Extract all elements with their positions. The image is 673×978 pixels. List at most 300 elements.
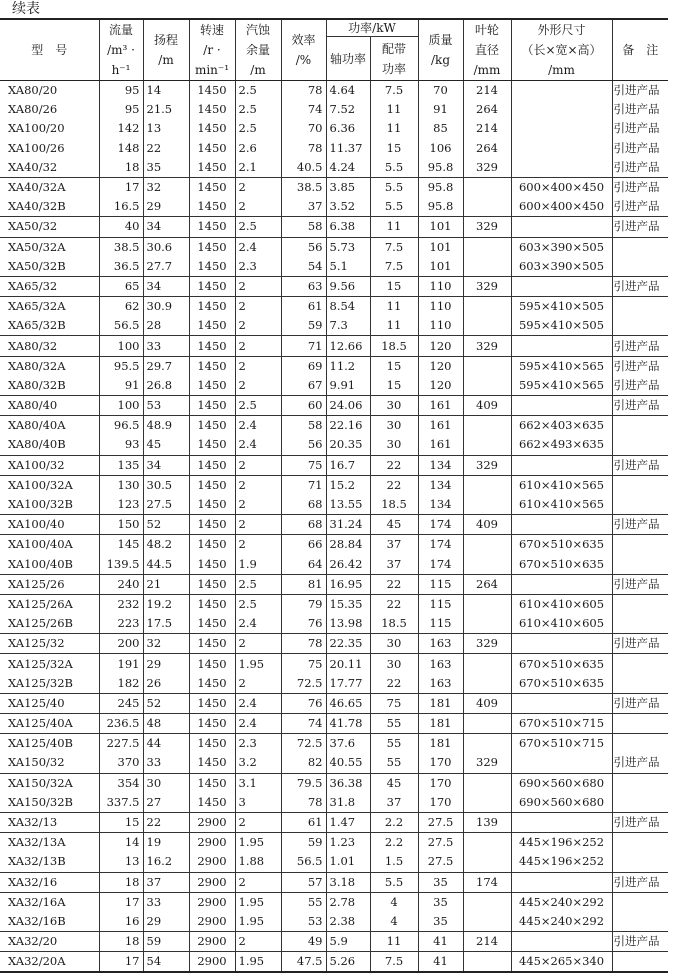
cell-model: XA100/40B — [8, 556, 73, 571]
cell-model: XA100/32B — [8, 497, 73, 512]
cell-model: XA125/40B — [0, 734, 99, 754]
cell-impeller — [463, 197, 511, 217]
cell-remark — [612, 674, 668, 694]
cell-motor-power: 7.5 — [370, 952, 418, 973]
cell-remark: 引进产品 — [612, 574, 668, 594]
cell-speed: 2900 — [189, 872, 235, 892]
cell-head: 34 — [143, 455, 189, 475]
cell-flow: 142 — [99, 119, 143, 138]
cell-speed: 2900 — [189, 892, 235, 912]
cell-remark — [612, 237, 668, 257]
cell-speed: 1450 — [189, 475, 235, 495]
cell-motor-power: 7.5 — [370, 237, 418, 257]
cell-speed: 2900 — [189, 833, 235, 853]
table-row — [0, 952, 668, 973]
cell-npsh: 2 — [235, 376, 281, 396]
cell-impeller — [463, 356, 511, 376]
cell-shaft-power: 13.98 — [326, 614, 370, 634]
cell-motor-power: 30 — [370, 416, 418, 436]
cell-flow: 65 — [99, 276, 143, 296]
cell-flow: 18 — [99, 158, 143, 178]
cell-dimensions: 595×410×565 — [511, 356, 612, 376]
cell-motor-power: 30 — [370, 396, 418, 416]
cell-mass: 181 — [418, 734, 463, 754]
cell-npsh: 2.5 — [235, 217, 281, 237]
cell-efficiency: 68 — [281, 515, 326, 535]
cell-model: XA100/32A — [0, 475, 99, 495]
table-row — [0, 237, 668, 257]
cell-speed: 1450 — [189, 515, 235, 535]
cell-flow: 232 — [99, 594, 143, 614]
cell-mass: 174 — [418, 535, 463, 555]
cell-head: 29 — [143, 912, 189, 932]
cell-shaft-power: 26.42 — [326, 555, 370, 575]
cell-motor-power: 22 — [370, 594, 418, 614]
cell-dimensions: 595×410×565 — [511, 376, 612, 396]
cell-shaft-power: 1.47 — [326, 812, 370, 832]
cell-shaft-power: 46.65 — [326, 693, 370, 713]
cell-efficiency: 56 — [281, 237, 326, 257]
cell-speed: 1450 — [189, 455, 235, 475]
cell-flow: 17 — [99, 952, 143, 973]
cell-model: XA125/26B — [8, 616, 73, 631]
cell-speed: 1450 — [189, 100, 235, 119]
cell-impeller — [463, 793, 511, 813]
table-row — [0, 100, 668, 119]
cell-efficiency: 72.5 — [281, 674, 326, 694]
cell-flow: 354 — [99, 773, 143, 793]
table-row — [0, 297, 668, 317]
table-row — [0, 475, 668, 495]
cell-head: 21 — [143, 574, 189, 594]
cell-dimensions — [511, 119, 612, 138]
cell-flow: 18 — [99, 932, 143, 952]
cell-remark: 引进产品 — [612, 396, 668, 416]
cell-model: XA100/32 — [0, 455, 99, 475]
cell-npsh: 1.9 — [235, 555, 281, 575]
cell-efficiency: 59 — [281, 316, 326, 336]
pump-spec-table — [0, 18, 668, 973]
cell-shaft-power: 12.66 — [326, 336, 370, 356]
cell-shaft-power: 7.3 — [326, 316, 370, 336]
header-dim-l3: /mm — [548, 63, 575, 77]
cell-model: XA100/20 — [8, 121, 65, 136]
cell-motor-power: 18.5 — [370, 336, 418, 356]
cell-npsh: 2.5 — [235, 81, 281, 101]
cell-dimensions: 610×410×605 — [511, 594, 612, 614]
table-row — [0, 594, 668, 614]
cell-npsh: 2 — [235, 535, 281, 555]
cell-model: XA150/32B — [8, 794, 73, 809]
cell-dimensions: 600×400×450 — [511, 197, 612, 217]
cell-mass: 91 — [418, 100, 463, 119]
cell-motor-power: 15 — [370, 276, 418, 296]
cell-impeller — [463, 376, 511, 396]
cell-flow: 15 — [99, 812, 143, 832]
cell-speed: 2900 — [189, 812, 235, 832]
cell-impeller: 264 — [463, 139, 511, 158]
cell-npsh: 2.4 — [235, 614, 281, 634]
cell-head: 30.5 — [143, 475, 189, 495]
cell-speed: 1450 — [189, 356, 235, 376]
cell-mass: 170 — [418, 793, 463, 813]
cell-flow: 145 — [99, 535, 143, 555]
cell-flow: 17 — [99, 892, 143, 912]
cell-speed: 1450 — [189, 197, 235, 217]
cell-dimensions — [511, 574, 612, 594]
cell-mass: 110 — [418, 316, 463, 336]
cell-head: 14 — [143, 81, 189, 101]
cell-model: XA125/32A — [0, 654, 99, 674]
cell-model: XA32/13B — [8, 854, 66, 869]
cell-model: XA80/40 — [0, 396, 99, 416]
cell-speed: 1450 — [189, 555, 235, 575]
cell-remark: 引进产品 — [612, 872, 668, 892]
cell-model: XA125/32 — [0, 634, 99, 654]
table-row — [0, 495, 668, 515]
cell-impeller: 264 — [463, 574, 511, 594]
cell-dimensions — [511, 753, 612, 773]
cell-shaft-power: 20.35 — [326, 435, 370, 455]
cell-motor-power: 11 — [370, 100, 418, 119]
cell-mass: 163 — [418, 654, 463, 674]
cell-dimensions — [511, 336, 612, 356]
cell-impeller: 329 — [463, 455, 511, 475]
cell-impeller — [463, 614, 511, 634]
cell-mass: 181 — [418, 714, 463, 734]
cell-head: 48.9 — [143, 416, 189, 436]
cell-speed: 1450 — [189, 634, 235, 654]
cell-head: 53 — [143, 396, 189, 416]
table-row — [0, 773, 668, 793]
cell-remark — [612, 773, 668, 793]
cell-model: XA32/16B — [8, 913, 66, 928]
table-row — [0, 416, 668, 436]
header-imp-l1: 叶轮 — [474, 23, 499, 37]
cell-shaft-power: 2.78 — [326, 892, 370, 912]
cell-motor-power: 5.5 — [370, 158, 418, 178]
cell-impeller — [463, 555, 511, 575]
cell-mass: 170 — [418, 773, 463, 793]
cell-head: 21.5 — [143, 100, 189, 119]
cell-remark — [612, 952, 668, 973]
table-row — [0, 257, 668, 277]
cell-npsh: 2 — [235, 316, 281, 336]
cell-npsh: 2.4 — [235, 693, 281, 713]
cell-remark — [612, 416, 668, 436]
cell-mass: 95.8 — [418, 158, 463, 178]
table-row — [0, 892, 668, 912]
cell-model: XA80/32A — [0, 356, 99, 376]
header-dimensions — [511, 19, 612, 81]
cell-efficiency: 54 — [281, 257, 326, 277]
cell-flow: 130 — [99, 475, 143, 495]
header-motor-power — [370, 37, 418, 81]
cell-model: XA80/20 — [8, 83, 58, 98]
cell-efficiency: 56 — [281, 435, 326, 455]
cell-remark — [612, 892, 668, 912]
cell-model: XA150/32 — [8, 755, 65, 770]
cell-mass: 161 — [418, 416, 463, 436]
cell-flow: 182 — [99, 674, 143, 694]
cell-npsh: 1.95 — [235, 952, 281, 973]
cell-head: 30 — [143, 773, 189, 793]
cell-remark — [612, 793, 668, 813]
cell-remark: 引进产品 — [612, 217, 668, 237]
table-row — [0, 356, 668, 376]
cell-npsh: 1.88 — [235, 852, 281, 872]
cell-npsh: 1.95 — [235, 912, 281, 932]
cell-flow: 96.5 — [99, 416, 143, 436]
cell-speed: 2900 — [189, 932, 235, 952]
cell-efficiency: 74 — [281, 100, 326, 119]
table-row — [0, 177, 668, 197]
cell-impeller: 264 — [463, 100, 511, 119]
cell-npsh: 2 — [235, 475, 281, 495]
cell-speed: 1450 — [189, 594, 235, 614]
cell-head: 28 — [143, 316, 189, 336]
cell-impeller — [463, 435, 511, 455]
cell-mass: 35 — [418, 892, 463, 912]
cell-flow: 236.5 — [99, 714, 143, 734]
table-row — [0, 81, 668, 101]
cell-model: XA50/32A — [0, 237, 99, 257]
cell-impeller: 139 — [463, 812, 511, 832]
cell-speed: 2900 — [189, 852, 235, 872]
cell-motor-power: 18.5 — [370, 495, 418, 515]
cell-motor-power: 45 — [370, 773, 418, 793]
cell-head: 19 — [143, 833, 189, 853]
cell-impeller — [463, 674, 511, 694]
cell-remark: 引进产品 — [612, 119, 668, 138]
header-dim-l2: （长×宽×高） — [521, 43, 602, 57]
table-row — [0, 793, 668, 813]
cell-npsh: 2 — [235, 812, 281, 832]
table-row — [0, 435, 668, 455]
cell-shaft-power: 5.9 — [326, 932, 370, 952]
cell-flow: 148 — [99, 139, 143, 158]
table-body — [0, 81, 668, 973]
cell-head: 19.2 — [143, 594, 189, 614]
cell-remark: 引进产品 — [612, 753, 668, 773]
cell-shaft-power: 3.85 — [326, 177, 370, 197]
cell-mass: 95.8 — [418, 177, 463, 197]
cell-efficiency: 70 — [281, 119, 326, 138]
cell-head: 45 — [143, 435, 189, 455]
cell-flow: 123 — [99, 495, 143, 515]
cell-motor-power: 37 — [370, 555, 418, 575]
cell-shaft-power: 22.35 — [326, 634, 370, 654]
cell-motor-power: 5.5 — [370, 177, 418, 197]
cell-shaft-power: 22.16 — [326, 416, 370, 436]
cell-head: 22 — [143, 812, 189, 832]
cell-motor-power: 11 — [370, 316, 418, 336]
cell-flow: 40 — [99, 217, 143, 237]
cell-dimensions: 445×240×292 — [511, 892, 612, 912]
cell-dimensions: 445×240×292 — [511, 912, 612, 932]
table-row — [0, 197, 668, 217]
cell-mass: 41 — [418, 932, 463, 952]
cell-remark — [612, 594, 668, 614]
cell-motor-power: 75 — [370, 693, 418, 713]
cell-impeller: 329 — [463, 634, 511, 654]
cell-dimensions: 600×400×450 — [511, 177, 612, 197]
table-row — [0, 932, 668, 952]
cell-motor-power: 11 — [370, 217, 418, 237]
cell-speed: 1450 — [189, 535, 235, 555]
cell-efficiency: 76 — [281, 693, 326, 713]
cell-motor-power: 55 — [370, 753, 418, 773]
cell-dimensions: 595×410×505 — [511, 316, 612, 336]
cell-model: XA125/40 — [0, 693, 99, 713]
cell-dimensions: 670×510×635 — [511, 535, 612, 555]
cell-npsh: 2.1 — [235, 158, 281, 178]
header-eff-l2: /% — [295, 53, 312, 67]
cell-efficiency: 38.5 — [281, 177, 326, 197]
cell-shaft-power: 36.38 — [326, 773, 370, 793]
cell-shaft-power: 20.11 — [326, 654, 370, 674]
cell-efficiency: 67 — [281, 376, 326, 396]
cell-speed: 1450 — [189, 693, 235, 713]
cell-shaft-power: 5.26 — [326, 952, 370, 973]
cell-mass: 35 — [418, 912, 463, 932]
cell-speed: 1450 — [189, 336, 235, 356]
cell-shaft-power: 16.95 — [326, 574, 370, 594]
table-row — [0, 276, 668, 296]
cell-head: 44.5 — [143, 555, 189, 575]
cell-mass: 161 — [418, 435, 463, 455]
cell-head: 52 — [143, 515, 189, 535]
cell-dimensions: 670×510×635 — [511, 555, 612, 575]
cell-speed: 1450 — [189, 773, 235, 793]
cell-impeller — [463, 833, 511, 853]
cell-npsh: 1.95 — [235, 833, 281, 853]
cell-mass: 110 — [418, 276, 463, 296]
cell-mass: 163 — [418, 634, 463, 654]
cell-impeller — [463, 475, 511, 495]
cell-npsh: 3 — [235, 793, 281, 813]
cell-model: XA125/32B — [8, 675, 73, 690]
cell-npsh: 2.4 — [235, 435, 281, 455]
cell-speed: 1450 — [189, 297, 235, 317]
cell-impeller: 214 — [463, 119, 511, 138]
header-speed-l1: 转速 — [199, 23, 224, 37]
cell-head: 29 — [143, 654, 189, 674]
cell-npsh: 2 — [235, 197, 281, 217]
cell-head: 22 — [143, 139, 189, 158]
cell-npsh: 1.95 — [235, 654, 281, 674]
cell-impeller — [463, 734, 511, 754]
cell-head: 35 — [143, 158, 189, 178]
cell-remark: 引进产品 — [612, 336, 668, 356]
cell-impeller: 329 — [463, 276, 511, 296]
cell-dimensions — [511, 217, 612, 237]
cell-shaft-power: 5.1 — [326, 257, 370, 277]
cell-shaft-power: 15.2 — [326, 475, 370, 495]
table-caption: 续表 — [12, 1, 40, 17]
cell-shaft-power: 15.35 — [326, 594, 370, 614]
cell-remark: 引进产品 — [612, 177, 668, 197]
cell-efficiency: 75 — [281, 654, 326, 674]
cell-head: 34 — [143, 217, 189, 237]
header-mass-l1: 质量 — [428, 33, 453, 47]
cell-efficiency: 61 — [281, 297, 326, 317]
cell-head: 34 — [143, 276, 189, 296]
cell-speed: 1450 — [189, 396, 235, 416]
cell-model: XA40/32B — [8, 199, 66, 214]
cell-motor-power: 22 — [370, 475, 418, 495]
cell-shaft-power: 24.06 — [326, 396, 370, 416]
table-row — [0, 714, 668, 734]
cell-dimensions: 670×510×715 — [511, 714, 612, 734]
cell-mass: 120 — [418, 356, 463, 376]
cell-model: XA125/26 — [0, 574, 99, 594]
cell-flow: 150 — [99, 515, 143, 535]
cell-model: XA80/26 — [8, 102, 58, 117]
cell-motor-power: 30 — [370, 435, 418, 455]
cell-dimensions — [511, 100, 612, 119]
table-row — [0, 734, 668, 754]
cell-motor-power: 11 — [370, 119, 418, 138]
cell-dimensions: 595×410×505 — [511, 297, 612, 317]
cell-head: 37 — [143, 872, 189, 892]
cell-efficiency: 78 — [281, 81, 326, 101]
cell-dimensions: 670×510×635 — [511, 674, 612, 694]
cell-head: 27.5 — [143, 495, 189, 515]
header-npsh-l2: 余量 — [245, 43, 270, 57]
cell-npsh: 2 — [235, 872, 281, 892]
cell-dimensions: 670×510×715 — [511, 734, 612, 754]
cell-model: XA125/40A — [0, 714, 99, 734]
cell-mass: 70 — [418, 81, 463, 101]
cell-motor-power: 2.2 — [370, 812, 418, 832]
cell-motor-power: 55 — [370, 734, 418, 754]
cell-remark: 引进产品 — [612, 812, 668, 832]
cell-speed: 2900 — [189, 912, 235, 932]
cell-model: XA32/20 — [0, 932, 99, 952]
cell-shaft-power: 11.2 — [326, 356, 370, 376]
cell-model: XA80/32 — [0, 336, 99, 356]
cell-impeller: 329 — [463, 158, 511, 178]
table-row — [0, 555, 668, 575]
header-flow-l3: h⁻¹ — [111, 63, 131, 77]
cell-efficiency: 57 — [281, 872, 326, 892]
cell-motor-power: 37 — [370, 535, 418, 555]
table-row — [0, 812, 668, 832]
cell-model: XA65/32B — [8, 318, 66, 333]
cell-flow: 16 — [99, 912, 143, 932]
cell-flow: 95 — [99, 81, 143, 101]
table-row — [0, 119, 668, 138]
cell-mass: 174 — [418, 555, 463, 575]
cell-motor-power: 15 — [370, 356, 418, 376]
cell-flow: 95.5 — [99, 356, 143, 376]
table-row — [0, 872, 668, 892]
cell-npsh: 2.5 — [235, 119, 281, 138]
cell-remark: 引进产品 — [612, 455, 668, 475]
cell-motor-power: 11 — [370, 297, 418, 317]
cell-npsh: 2.5 — [235, 100, 281, 119]
cell-flow: 135 — [99, 455, 143, 475]
cell-head: 33 — [143, 336, 189, 356]
cell-mass: 170 — [418, 753, 463, 773]
cell-shaft-power: 40.55 — [326, 753, 370, 773]
header-motor-l2: 功率 — [381, 61, 406, 76]
cell-shaft-power: 9.91 — [326, 376, 370, 396]
cell-shaft-power: 31.8 — [326, 793, 370, 813]
cell-model: XA65/32A — [0, 297, 99, 317]
cell-efficiency: 78 — [281, 793, 326, 813]
